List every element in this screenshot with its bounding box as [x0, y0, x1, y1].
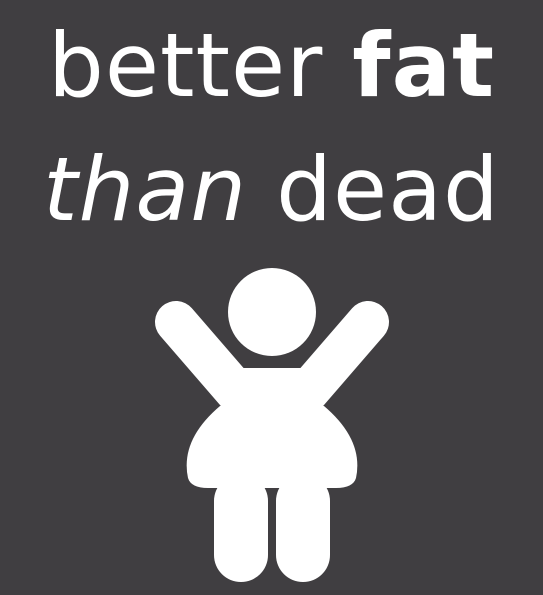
headline-word-better: better [47, 14, 324, 117]
headline-word-dead: dead [276, 138, 500, 241]
girl-figure-icon [150, 264, 394, 584]
headline-word-than: than [43, 138, 248, 241]
figure-head [228, 268, 316, 356]
headline-word-fat: fat [352, 14, 496, 117]
figure-dress [187, 406, 358, 488]
headline-line-1 [0, 16, 543, 116]
figure-right-leg [276, 474, 330, 582]
headline-line-2 [0, 140, 543, 240]
figure-left-leg [214, 474, 268, 582]
headline [0, 0, 543, 250]
